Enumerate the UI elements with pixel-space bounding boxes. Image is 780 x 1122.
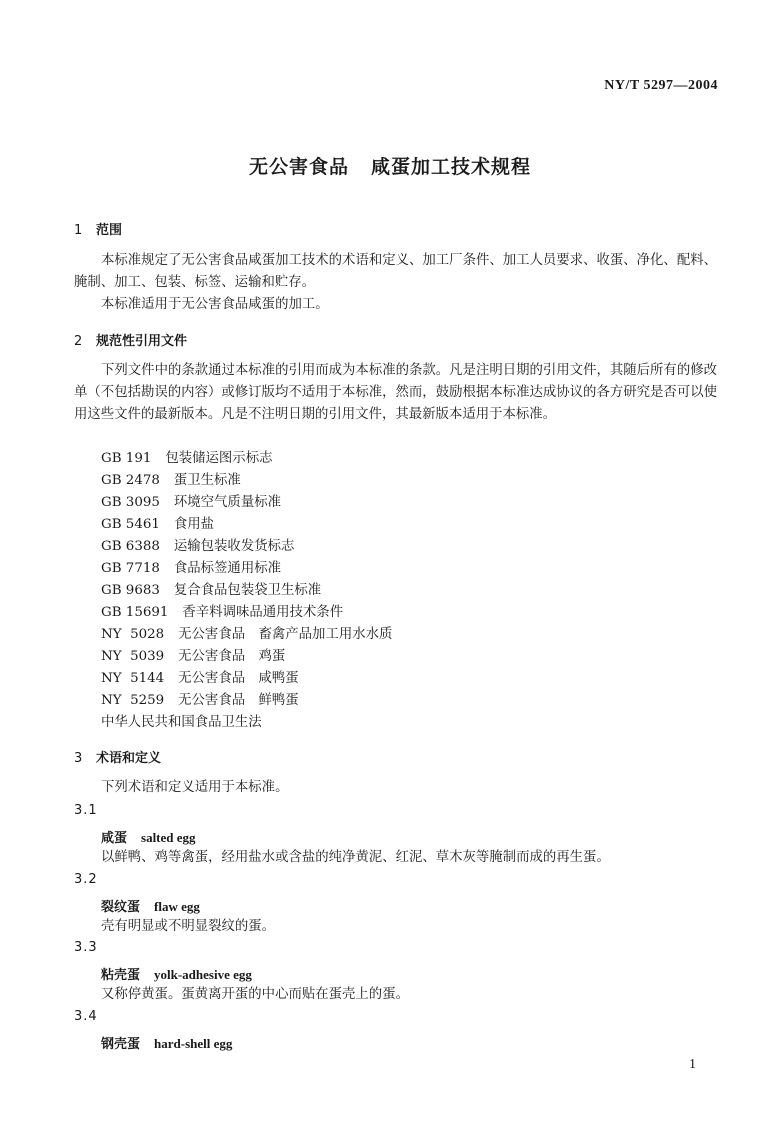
- ref-item: GB 191 包装储运图示标志: [101, 451, 273, 466]
- term-definition: 壳有明显或不明显裂纹的蛋。: [101, 919, 276, 934]
- section-title: 范围: [96, 223, 123, 238]
- term-heading: 裂纹蛋 flaw egg: [101, 899, 200, 915]
- section-heading-3: [74, 747, 161, 766]
- section-title: 术语和定义: [96, 751, 162, 766]
- ref-item: GB 6388 运输包装收发货标志: [101, 539, 295, 554]
- section-num: 3: [74, 751, 83, 766]
- term-definition: 又称停黄蛋。蛋黄离开蛋的中心而贴在蛋壳上的蛋。: [101, 987, 409, 1002]
- scope-paragraph-2: 本标准适用于无公害食品咸蛋的加工。: [101, 297, 329, 312]
- ref-item: NY 5039 无公害食品 鸡蛋: [101, 649, 286, 664]
- page-number: 1: [689, 1057, 696, 1072]
- term-heading: 咸蛋 salted egg: [101, 830, 196, 846]
- term-num: 3.3: [74, 940, 98, 955]
- scope-paragraph-1: 本标准规定了无公害食品咸蛋加工技术的术语和定义、加工厂条件、加工人员要求、收蛋、净化、配料、腌制、加工、包装、标签、运输和贮存。: [74, 253, 717, 290]
- term-num: 3.2: [74, 872, 98, 887]
- section-heading-2: [74, 330, 187, 349]
- term-heading: 粘壳蛋 yolk-adhesive egg: [101, 967, 252, 983]
- ref-item: GB 3095 环境空气质量标准: [101, 495, 281, 510]
- ref-item: NY 5259 无公害食品 鲜鸭蛋: [101, 693, 299, 708]
- normative-paragraph: 下列文件中的条款通过本标准的引用而成为本标准的条款。凡是注明日期的引用文件，其随后所有的修改单（不包括勘误的内容）或修订版均不适用于本标准，然而，鼓励根据本标准达成协议的各方研究是否可以使用这些文件的最新版本。凡是不注明日期的引用文件，其最新版本适用于本标准。: [74, 363, 717, 422]
- terms-intro: 下列术语和定义适用于本标准。: [101, 780, 289, 795]
- title-part2: 咸蛋加工技术规程: [371, 156, 532, 178]
- term-num: 3.1: [74, 803, 98, 818]
- ref-item: NY 5028 无公害食品 畜禽产品加工用水水质: [101, 627, 393, 642]
- doc-code: NY/T 5297—2004: [604, 78, 718, 93]
- term-definition: 以鲜鸭、鸡等禽蛋，经用盐水或含盐的纯净黄泥、红泥、草木灰等腌制而成的再生蛋。: [101, 850, 610, 865]
- section-title: 规范性引用文件: [96, 334, 188, 349]
- ref-item: GB 9683 复合食品包装袋卫生标准: [101, 583, 322, 598]
- section-heading-1: [74, 219, 122, 238]
- section-num: 2: [74, 334, 83, 349]
- term-num: 3.4: [74, 1009, 98, 1024]
- ref-item: NY 5144 无公害食品 咸鸭蛋: [101, 671, 299, 686]
- section-num: 1: [74, 223, 83, 238]
- term-heading: 钢壳蛋 hard-shell egg: [101, 1036, 233, 1052]
- ref-item: GB 15691 香辛料调味品通用技术条件: [101, 605, 344, 620]
- ref-item: GB 7718 食品标签通用标准: [101, 561, 281, 576]
- title-part1: 无公害食品: [248, 156, 349, 178]
- ref-item: GB 2478 蛋卫生标准: [101, 473, 241, 488]
- ref-law: 中华人民共和国食品卫生法: [101, 715, 262, 730]
- page-title: [0, 152, 780, 179]
- ref-item: GB 5461 食用盐: [101, 517, 215, 532]
